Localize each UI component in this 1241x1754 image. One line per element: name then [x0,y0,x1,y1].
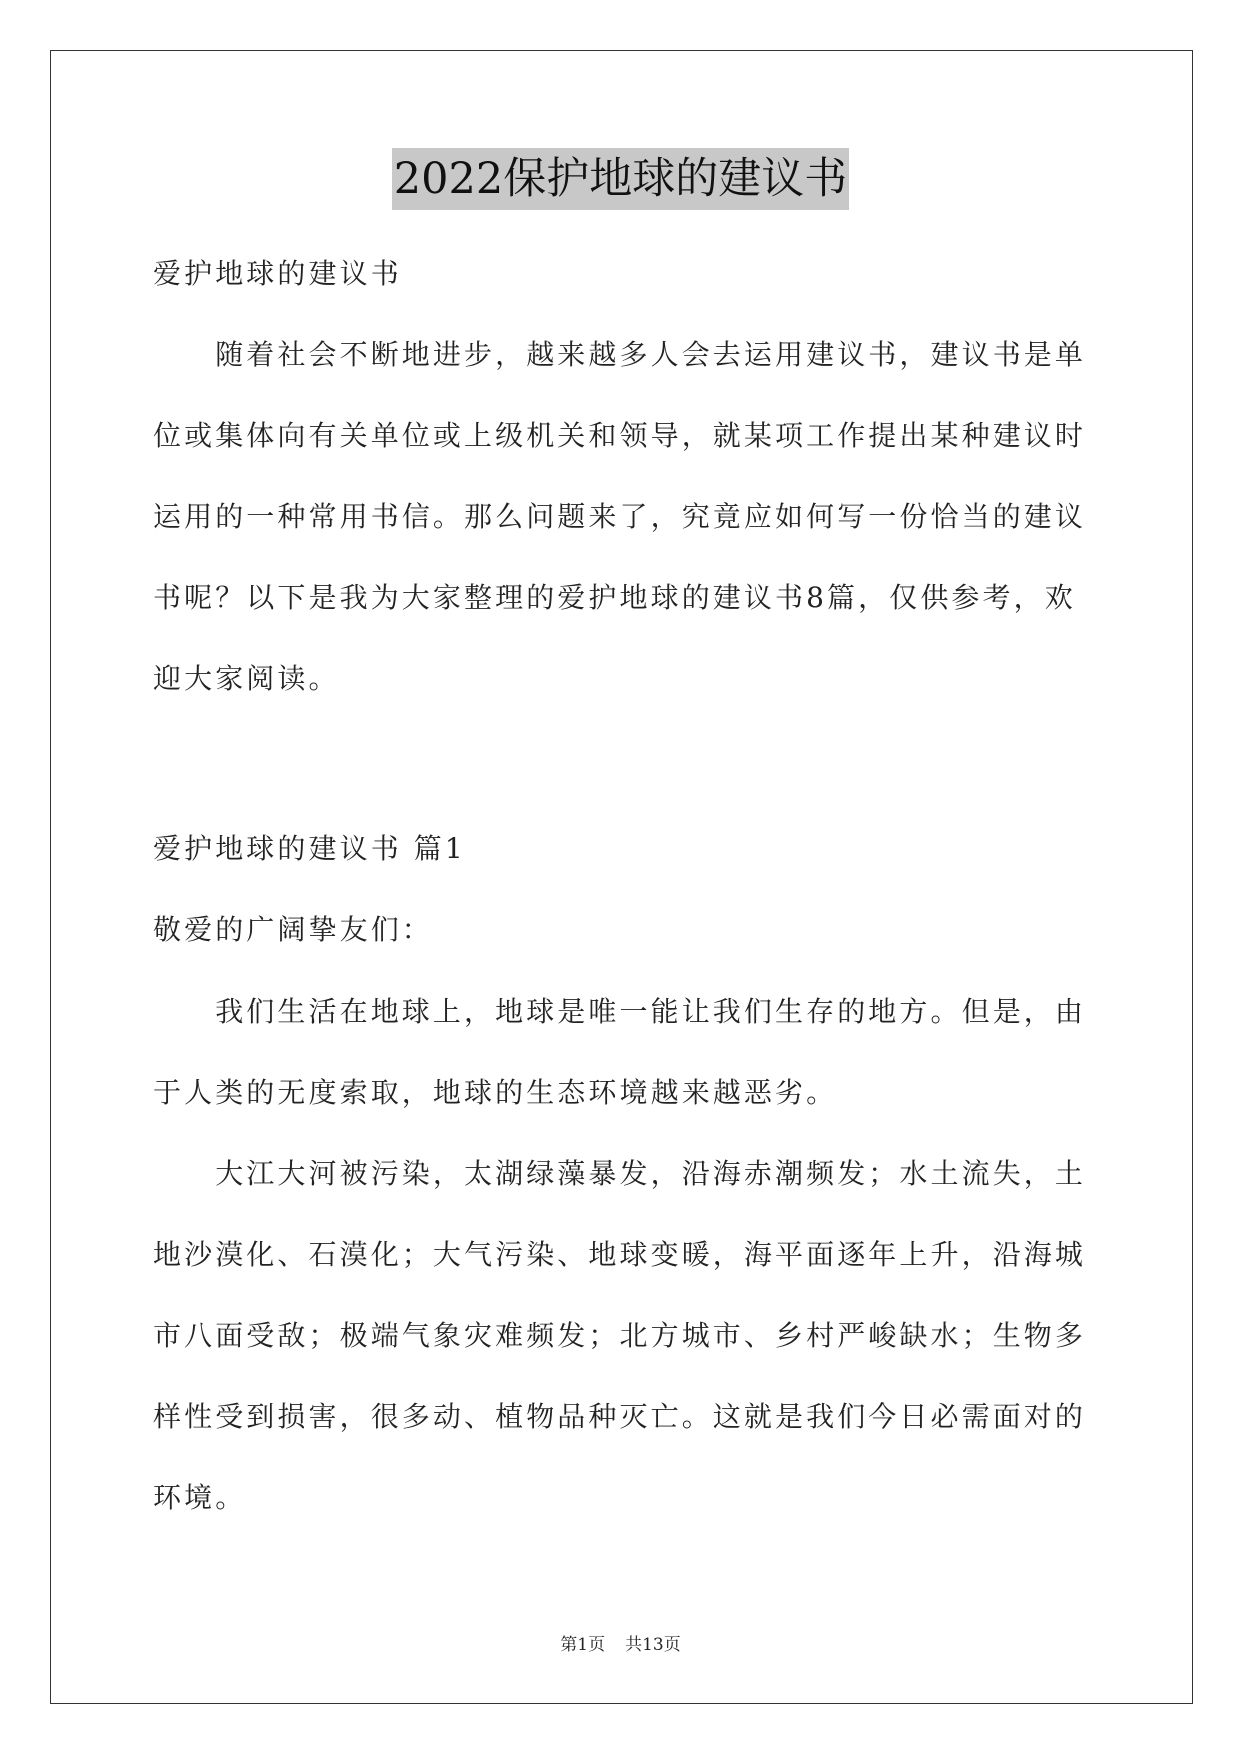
salutation: 敬爱的广阔挚友们： [153,913,433,946]
page-number: 第1页 [560,1635,606,1655]
body-line: 大江大河被污染，太湖绿藻暴发，沿海赤潮频发；水土流失，土 [153,1157,1087,1190]
body-line: 于人类的无度索取，地球的生态环境越来越恶劣。 [153,1076,838,1109]
body-line: 地沙漠化、石漠化；大气污染、地球变暖，海平面逐年上升，沿海城 [153,1238,1087,1271]
page-border [50,50,1193,1704]
section-heading: 爱护地球的建议书 篇1 [153,832,466,865]
page-total: 共13页 [625,1635,681,1655]
document-title: 2022保护地球的建议书 [392,148,849,210]
body-line: 书呢？以下是我为大家整理的爱护地球的建议书8篇，仅供参考，欢 [153,581,1076,614]
body-line: 环境。 [153,1481,247,1514]
body-line: 样性受到损害，很多动、植物品种灭亡。这就是我们今日必需面对的 [153,1400,1087,1433]
intro-heading: 爱护地球的建议书 [153,257,402,290]
body-line: 迎大家阅读。 [153,662,340,695]
body-line: 市八面受敌；极端气象灾难频发；北方城市、乡村严峻缺水；生物多 [153,1319,1087,1352]
page-footer [0,1630,1241,1655]
body-line: 运用的一种常用书信。那么问题来了，究竟应如何写一份恰当的建议 [153,500,1087,533]
body-line: 位或集体向有关单位或上级机关和领导，就某项工作提出某种建议时 [153,419,1087,452]
title-container [0,148,1241,210]
body-line: 我们生活在地球上，地球是唯一能让我们生存的地方。但是，由 [153,995,1087,1028]
body-line: 随着社会不断地进步，越来越多人会去运用建议书，建议书是单 [153,338,1087,371]
